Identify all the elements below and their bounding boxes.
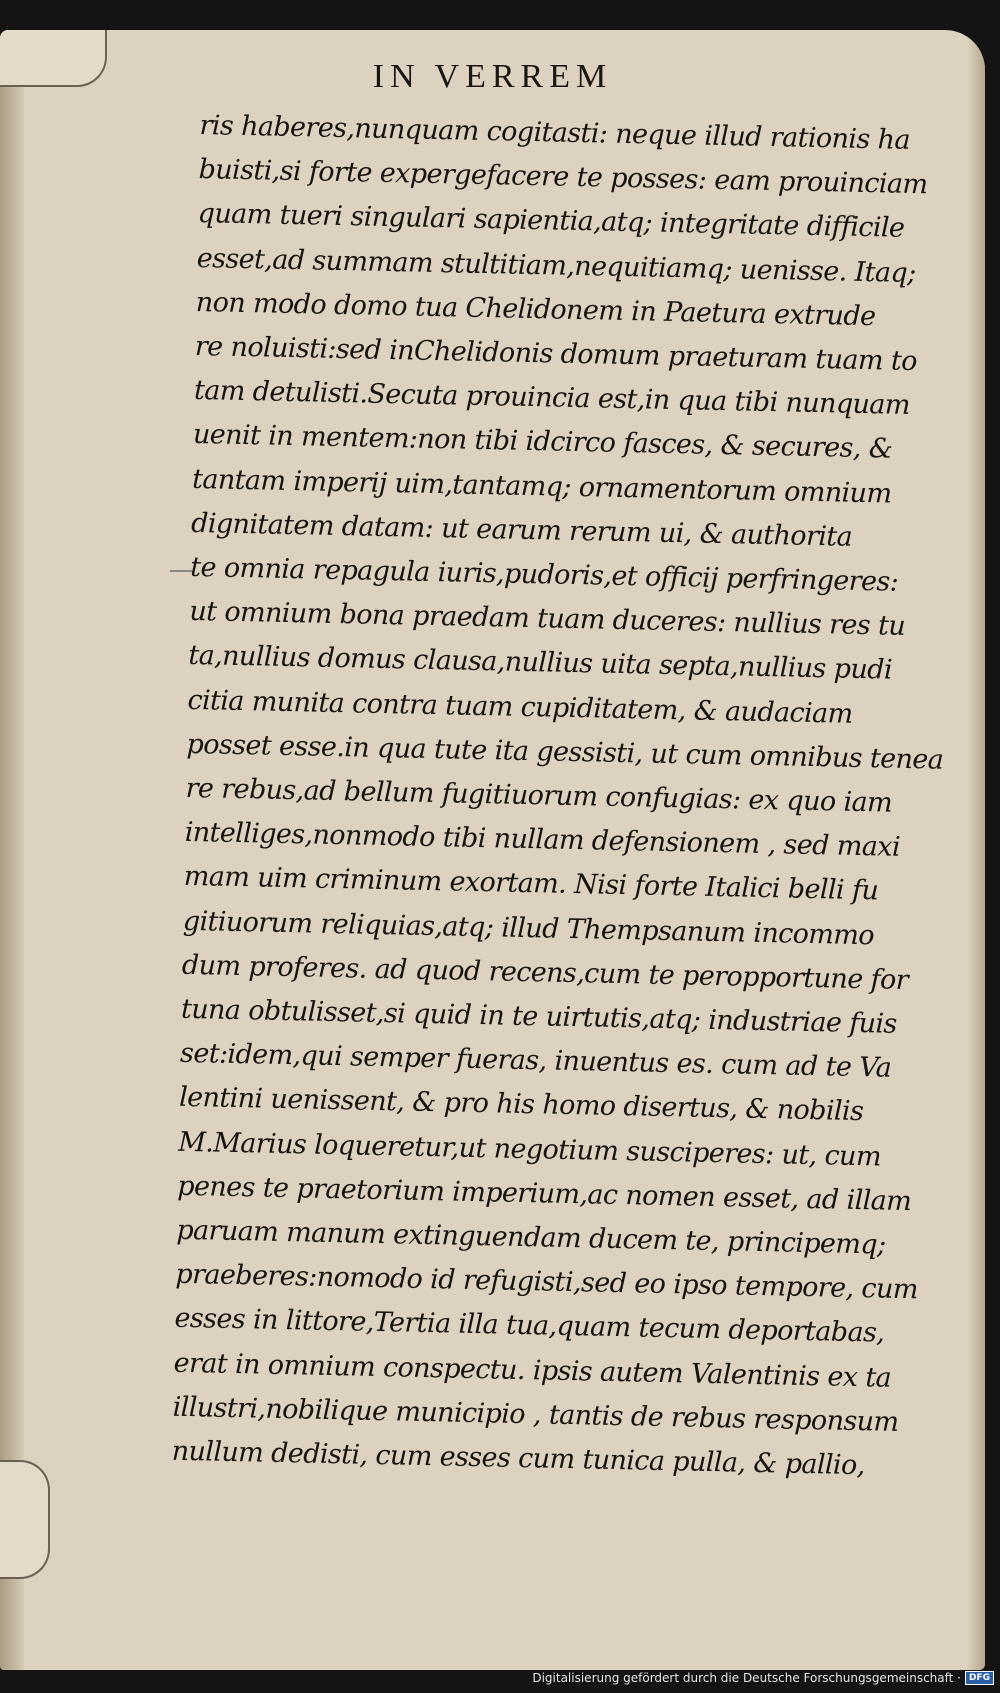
text-line: uenit in mentem:non tibi idcirco fasces, & secures, & <box>192 419 893 465</box>
text-line: penes te praetorium imperium,ac nomen esset, ad illam <box>177 1170 912 1218</box>
text-line: illustri,nobilique municipio , tantis de rebus responsum <box>172 1391 899 1438</box>
text-line: ut omnium bona praedam tuam duceres: nullius res tu <box>189 596 906 643</box>
text-line: lentini uenissent, & pro his homo disertus, & nobilis <box>178 1082 864 1128</box>
text-line: te omnia repagula iuris,pudoris,et officij perfringeres: <box>189 551 899 598</box>
text-line: tantam imperij uim,tantamq; ornamentorum omnium <box>191 463 892 510</box>
text-line: mam uim criminum exortam. Nisi forte Italici belli fu <box>183 861 879 907</box>
margin-mark <box>170 570 192 572</box>
text-line: praeberes:nomodo id refugisti,sed eo ipso tempore, cum <box>175 1259 919 1306</box>
footer-text: Digitalisierung gefördert durch die Deutsche Forschungsgemeinschaft · <box>532 1671 961 1685</box>
dfg-logo: DFG <box>965 1671 994 1685</box>
footer-credit <box>532 1671 994 1685</box>
text-line: tuna obtulisset,si quid in te uirtutis,atq; industriae fuis <box>180 993 898 1040</box>
text-line: dum proferes. ad quod recens,cum te peropportune for <box>181 949 909 996</box>
page-gutter-shadow <box>0 30 24 1670</box>
page-edge-shadow <box>967 30 985 1670</box>
book-page <box>0 30 985 1670</box>
text-line: re noluisti:sed inChelidonis domum praeturam tuam to <box>194 330 918 378</box>
text-line: M.Marius loqueretur,ut negotium susciperes: ut, cum <box>177 1126 882 1173</box>
text-line: intelliges,nonmodo tibi nullam defensionem , sed maxi <box>184 817 901 864</box>
text-line: nullum dedisti, cum esses cum tunica pulla, & pallio, <box>171 1435 865 1482</box>
page-tab-bottom <box>0 1460 50 1579</box>
text-line: re rebus,ad bellum fugitiuorum confugias: ex quo iam <box>185 772 893 819</box>
text-line: esset,ad summam stultitiam,nequitiamq; uenisse. Itaq; <box>196 242 916 289</box>
text-line: non modo domo tua Chelidonem in Paetura extrude <box>195 286 876 333</box>
text-line: erat in omnium conspectu. ipsis autem Valentinis ex ta <box>173 1347 892 1394</box>
running-head: IN VERREM <box>372 58 613 95</box>
text-line: paruam manum extinguendam ducem te, principemq; <box>176 1214 886 1261</box>
text-line: gitiuorum reliquias,atq; illud Thempsanum incommo <box>182 905 875 951</box>
text-line: quam tueri singulari sapientia,atq; integritate difficile <box>197 198 905 245</box>
text-line: posset esse.in qua tute ita gessisti, ut cum omnibus tenea <box>186 728 944 776</box>
text-line: ris haberes,nunquam cogitasti: neque illud rationis ha <box>199 109 911 156</box>
text-line: dignitatem datam: ut earum rerum ui, & authorita <box>190 507 853 553</box>
text-line: citia munita contra tuam cupiditatem, & audaciam <box>187 684 853 730</box>
text-line: tam detulisti.Secuta prouincia est,in qua tibi nunquam <box>193 375 911 422</box>
text-block <box>171 104 945 1490</box>
text-line: buisti,si forte expergefacere te posses: eam prouinciam <box>198 154 928 201</box>
text-line: esses in littore,Tertia illa tua,quam tecum deportabas, <box>174 1303 885 1350</box>
text-line: ta,nullius domus clausa,nullius uita septa,nullius pudi <box>188 640 893 687</box>
text-line: set:idem,qui semper fueras, inuentus es. cum ad te Va <box>179 1038 892 1084</box>
